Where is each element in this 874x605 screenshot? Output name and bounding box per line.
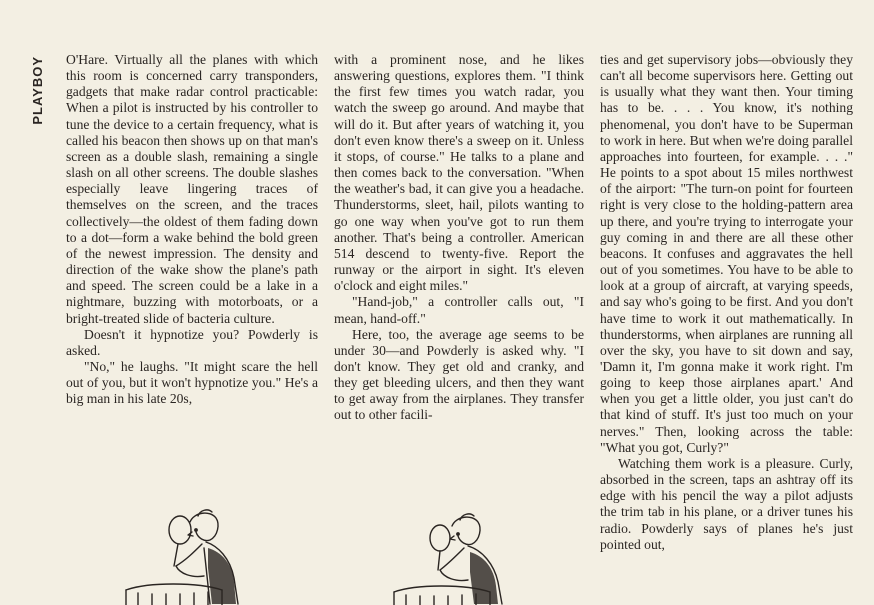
paragraph: "Hand-job," a controller calls out, "I mean, hand-off." [334, 294, 584, 326]
paragraph: Doesn't it hypnotize you? Powderly is asked. [66, 326, 318, 358]
text-column-2 [334, 52, 584, 424]
cartoon-illustration-left [118, 508, 288, 605]
paragraph: with a prominent nose, and he likes answering questions, explores them. "I think the first few times you watch radar, you watch the sweep go around. And maybe that will do it. But after years of watching it, you don't even know there's a sweep on it. Unless it stops, of course." He talks to a plane and then comes back to the conversation. "When the weather's bad, it can give you a headache. Thunderstorms, sleet, hail, pilots wanting to go one way when you've got to run them another. That's being a controller. American 514 descend to twenty-five. Report the runway or the airport in sight. It's eleven o'clock and eight miles." [334, 52, 584, 294]
paragraph: "No," he laughs. "It might scare the hell out of you, but it won't hypnotize you." He's a big man in his late 20s, [66, 358, 318, 407]
paragraph: Here, too, the average age seems to be under 30—and Powderly is asked why. "I don't know. They get old and cranky, and they get bleeding ulcers, and then they want to get away from the airplanes. They transfer out to other facili- [334, 326, 584, 423]
paragraph: ties and get supervisory jobs—obviously they can't all become supervisors here. Getting out is usually what they want then. Your timing has to be. . . . You know, it's nothing phenomenal, you don't have to be Superman to work in here. But when we're doing parallel approaches into fourteen, for example. . . ." He points to a spot about 15 miles northwest of the airport: "The turn-on point for fourteen right is very close to the holding-pattern area up there, and you're trying to interrogate your guy coming in and there are all these other beacons. It confuses and aggravates the hell out of you sometimes. You have to be able to look at a group of aircraft, at varying speeds, and say who's going to be first. And you don't have time to work it out mathematically. In thunderstorms, when airplanes are running all over the sky, you have to sit down and say, 'Damn it, I'm gonna make it work right. I'm going to keep those airplanes apart.' And when you get a little older, you just can't do that kind of stuff. It's just too much on your nerves." Then, looking across the table: "What you got, Curly?" [600, 52, 853, 455]
paragraph: Watching them work is a pleasure. Curly, absorbed in the screen, taps an ashtray off its edge with his pencil the way a pilot adjusts the trim tab in his plane, or a driver tunes his radio. Powderly says of planes he's just pointed out, [600, 455, 853, 552]
cartoon-illustration-right [386, 508, 556, 605]
magnifying-glass-icon [430, 525, 450, 551]
text-column-1 [66, 52, 318, 407]
text-column-3 [600, 52, 853, 553]
magnifying-glass-icon [169, 516, 191, 544]
paragraph: O'Hare. Virtually all the planes with which this room is concerned carry transponders, gadgets that make radar control practicable: When a pilot is instructed by his controller to tune the device to a certain frequency, what is called his beacon then shows up on that man's screen as a double slash, remaining a single slash on all other screens. The double slashes especially leave lingering traces of themselves on the screen, and the traces collectively—the oldest of them fading down to a dot—form a wake behind the bold green of the newest impression. The density and direction of the wake show the plane's path and speed. The screen could be a lake in a nightmare, buzzing with motorboats, or a bright-treated slide of bacteria culture. [66, 52, 318, 326]
magazine-masthead: PLAYBOY [30, 56, 45, 125]
